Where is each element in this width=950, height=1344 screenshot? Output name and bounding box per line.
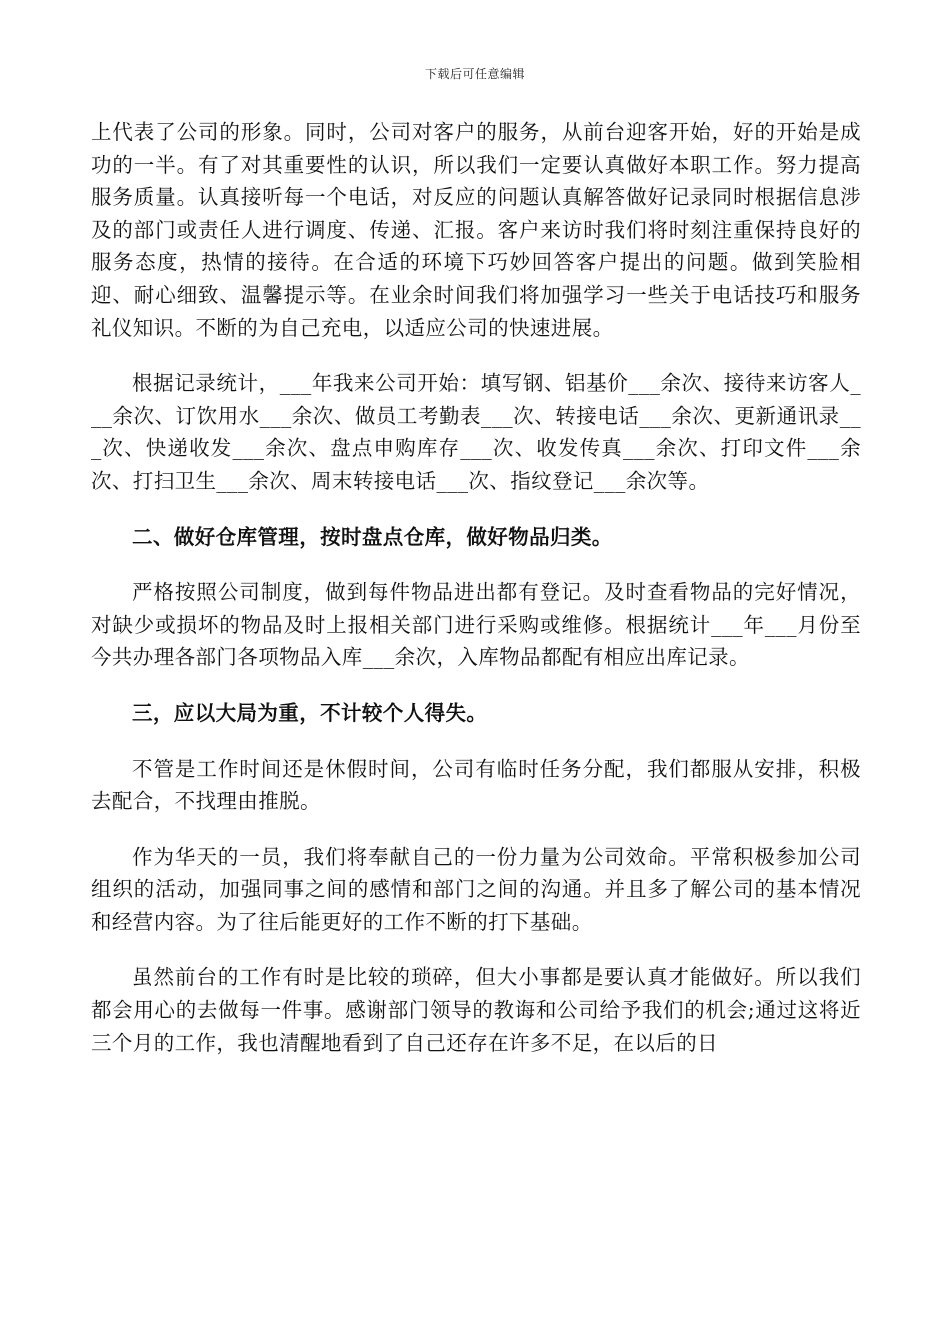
paragraph-contribution: 作为华天的一员，我们将奉献自己的一份力量为公司效命。平常积极参加公司组织的活动，加强同事之间的感情和部门之间的沟通。并且多了解公司的基本情况和经营内容。为了往后能更好的工作不断的打下基础。 xyxy=(91,844,861,934)
paragraph-cooperation: 不管是工作时间还是休假时间，公司有临时任务分配，我们都服从安排，积极去配合，不找理由推脱。 xyxy=(91,756,861,814)
section-heading-overall: 三，应以大局为重，不计较个人得失。 xyxy=(132,700,488,725)
paragraph-reflection: 虽然前台的工作有时是比较的琐碎，但大小事都是要认真才能做好。所以我们都会用心的去做每一件事。感谢部门领导的教诲和公司给予我们的机会;通过这将近三个月的工作，我也清醒地看到了自己还存在许多不足，在以后的日 xyxy=(91,965,861,1055)
paragraph-statistics: 根据记录统计，___年我来公司开始：填写钢、铝基价___余次、接待来访客人___余次、订饮用水___余次、做员工考勤表___次、转接电话___余次、更新通讯录___次、快递收发___余次、盘点申购库存___次、收发传真___余次、打印文件___余次、打扫卫生___余次、周末转接电话___次、指纹登记___余次等。 xyxy=(91,371,861,493)
paragraph-warehouse: 严格按照公司制度，做到每件物品进出都有登记。及时查看物品的完好情况，对缺少或损坏的物品及时上报相关部门进行采购或维修。根据统计___年___月份至今共办理各部门各项物品入库___余次，入库物品都配有相应出库记录。 xyxy=(91,580,861,670)
section-heading-warehouse: 二、做好仓库管理，按时盘点仓库，做好物品归类。 xyxy=(132,524,613,549)
paragraph-service-quality: 上代表了公司的形象。同时，公司对客户的服务，从前台迎客开始，好的开始是成功的一半。有了对其重要性的认识，所以我们一定要认真做好本职工作。努力提高服务质量。认真接听每一个电话，对反应的问题认真解答做好记录同时根据信息涉及的部门或责任人进行调度、传递、汇报。客户来访时我们将时刻注重保持良好的服务态度，热情的接待。在合适的环境下巧妙回答客户提出的问题。做到笑脸相迎、耐心细致、温馨提示等。在业余时间我们将加强学习一些关于电话技巧和服务礼仪知识。不断的为自己充电，以适应公司的快速进展。 xyxy=(91,120,861,340)
page-header: 下载后可任意编辑 xyxy=(424,67,525,81)
document-body xyxy=(91,116,861,1082)
